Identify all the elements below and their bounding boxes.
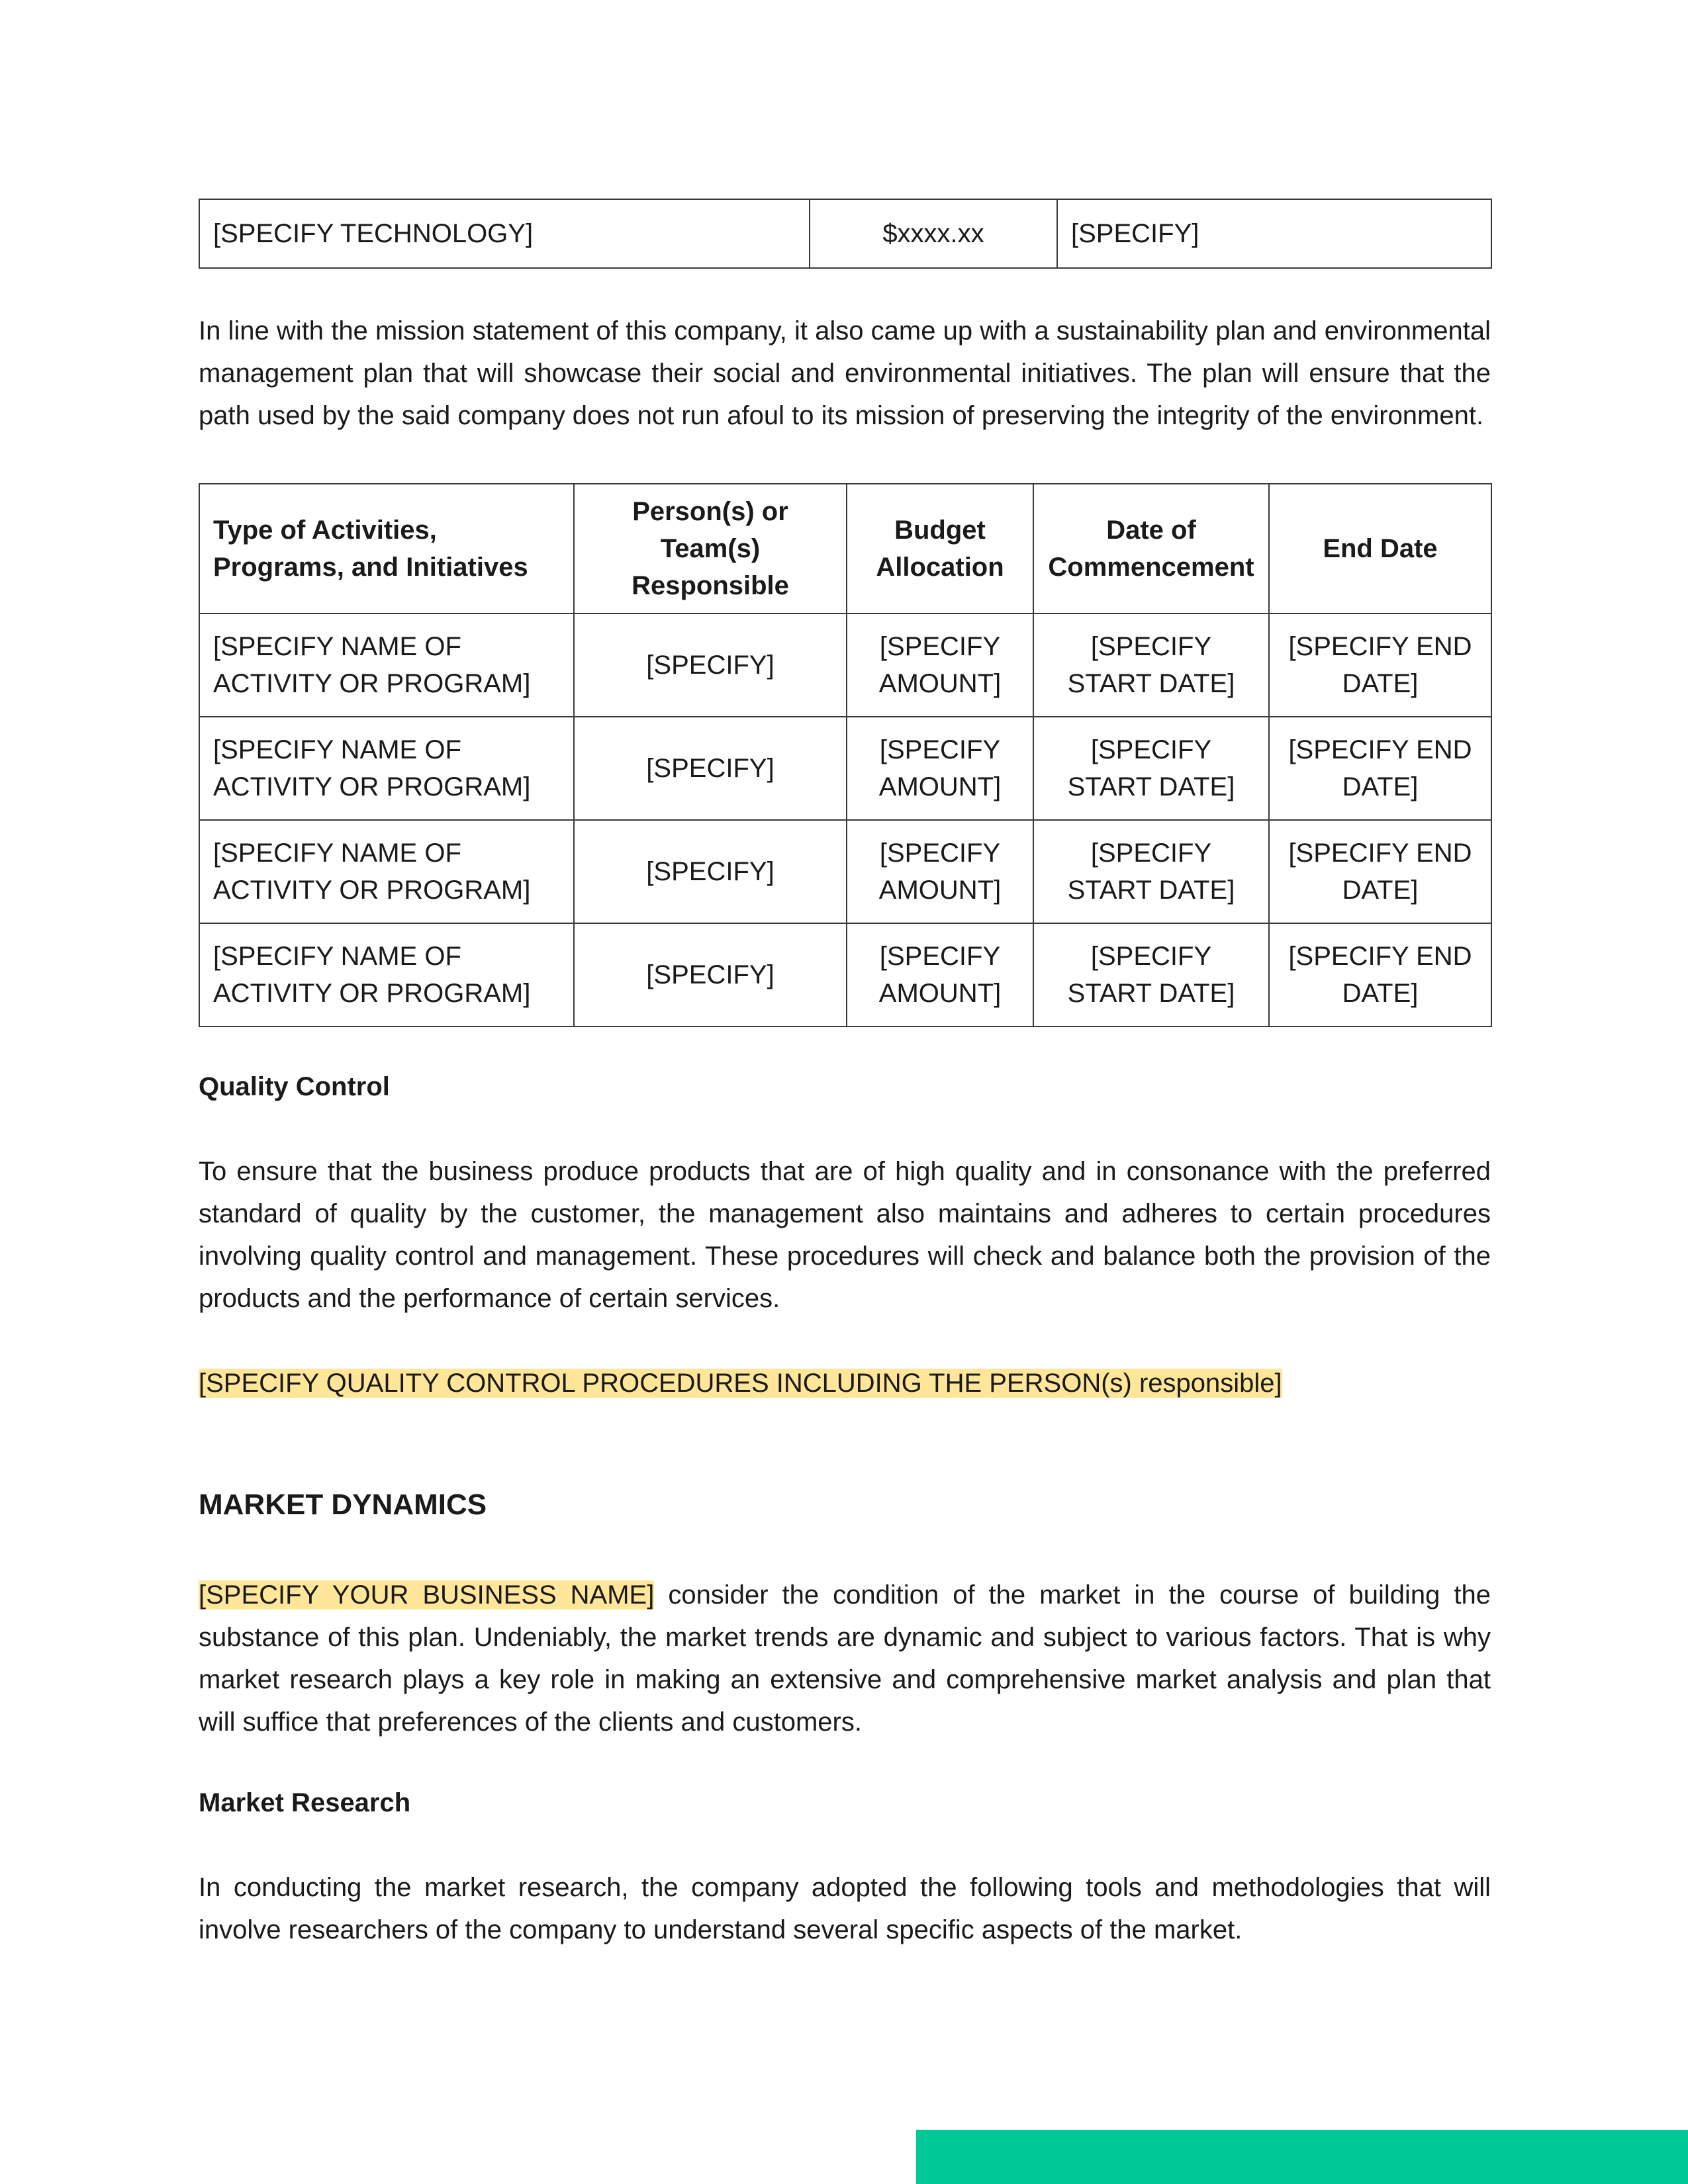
technology-cell: [SPECIFY TECHNOLOGY] — [199, 199, 810, 268]
header-end-date: End Date — [1269, 484, 1491, 614]
header-activities: Type of Activities, Programs, and Initiatives — [199, 484, 574, 614]
technology-table — [199, 199, 1492, 269]
activity-name-cell: [SPECIFY NAME OF ACTIVITY OR PROGRAM] — [199, 923, 574, 1026]
document-body — [199, 199, 1491, 1951]
table-row — [199, 199, 1491, 268]
budget-cell: [SPECIFY AMOUNT] — [847, 717, 1033, 820]
budget-cell: [SPECIFY AMOUNT] — [847, 820, 1033, 923]
note-cell: [SPECIFY] — [1057, 199, 1491, 268]
start-date-cell: [SPECIFY START DATE] — [1033, 614, 1269, 717]
activities-table — [199, 483, 1492, 1027]
table-row — [199, 820, 1491, 923]
budget-cell: [SPECIFY AMOUNT] — [847, 614, 1033, 717]
intro-paragraph: In line with the mission statement of this company, it also came up with a sustainability plan and environmental management plan that will showcase their social and environmental initiatives. The plan will ensure that the path used by the said company does not run afoul to its mission of preserving the integrity of the environment. — [199, 316, 1491, 430]
start-date-cell: [SPECIFY START DATE] — [1033, 923, 1269, 1026]
market-dynamics-paragraph — [199, 1574, 1491, 1743]
activity-name-cell: [SPECIFY NAME OF ACTIVITY OR PROGRAM] — [199, 717, 574, 820]
end-date-cell: [SPECIFY END DATE] — [1269, 923, 1491, 1026]
footer-accent-bar — [916, 2130, 1688, 2184]
market-dynamics-text: consider the condition of the market in the course of building the substance of this plan. Undeniably, the market trends are dynamic and subject to various factors. That is why market research plays a key role in making an extensive and comprehensive market analysis and plan that will suffice that preferences of the clients and customers. — [199, 1580, 1491, 1737]
end-date-cell: [SPECIFY END DATE] — [1269, 614, 1491, 717]
header-responsible: Person(s) or Team(s) Responsible — [574, 484, 847, 614]
responsible-cell: [SPECIFY] — [574, 820, 847, 923]
table-header-row — [199, 484, 1491, 614]
responsible-cell: [SPECIFY] — [574, 614, 847, 717]
budget-cell: [SPECIFY AMOUNT] — [847, 923, 1033, 1026]
table-row — [199, 923, 1491, 1026]
market-dynamics-heading: MARKET DYNAMICS — [199, 1488, 487, 1521]
start-date-cell: [SPECIFY START DATE] — [1033, 820, 1269, 923]
responsible-cell: [SPECIFY] — [574, 923, 847, 1026]
header-budget: Budget Allocation — [847, 484, 1033, 614]
quality-control-paragraph: To ensure that the business produce products that are of high quality and in consonance with the preferred standard of quality by the customer, the management also maintains and adheres to certain procedures involving quality control and management. These procedures will check and balance both the provision of the products and the performance of certain services. — [199, 1157, 1491, 1313]
market-research-heading: Market Research — [199, 1788, 411, 1817]
table-row — [199, 614, 1491, 717]
end-date-cell: [SPECIFY END DATE] — [1269, 717, 1491, 820]
activity-name-cell: [SPECIFY NAME OF ACTIVITY OR PROGRAM] — [199, 820, 574, 923]
responsible-cell: [SPECIFY] — [574, 717, 847, 820]
quality-control-heading: Quality Control — [199, 1072, 390, 1101]
end-date-cell: [SPECIFY END DATE] — [1269, 820, 1491, 923]
activity-name-cell: [SPECIFY NAME OF ACTIVITY OR PROGRAM] — [199, 614, 574, 717]
business-name-placeholder: [SPECIFY YOUR BUSINESS NAME] — [199, 1580, 655, 1610]
table-row — [199, 717, 1491, 820]
header-commencement: Date of Commencement — [1033, 484, 1269, 614]
amount-cell: $xxxx.xx — [810, 199, 1057, 268]
market-research-paragraph: In conducting the market research, the company adopted the following tools and methodologies that will involve researchers of the company to understand several specific aspects of the market. — [199, 1873, 1491, 1944]
quality-control-placeholder-line — [199, 1362, 1491, 1404]
start-date-cell: [SPECIFY START DATE] — [1033, 717, 1269, 820]
quality-control-placeholder: [SPECIFY QUALITY CONTROL PROCEDURES INCLUDING THE PERSON(s) responsible] — [199, 1369, 1282, 1398]
